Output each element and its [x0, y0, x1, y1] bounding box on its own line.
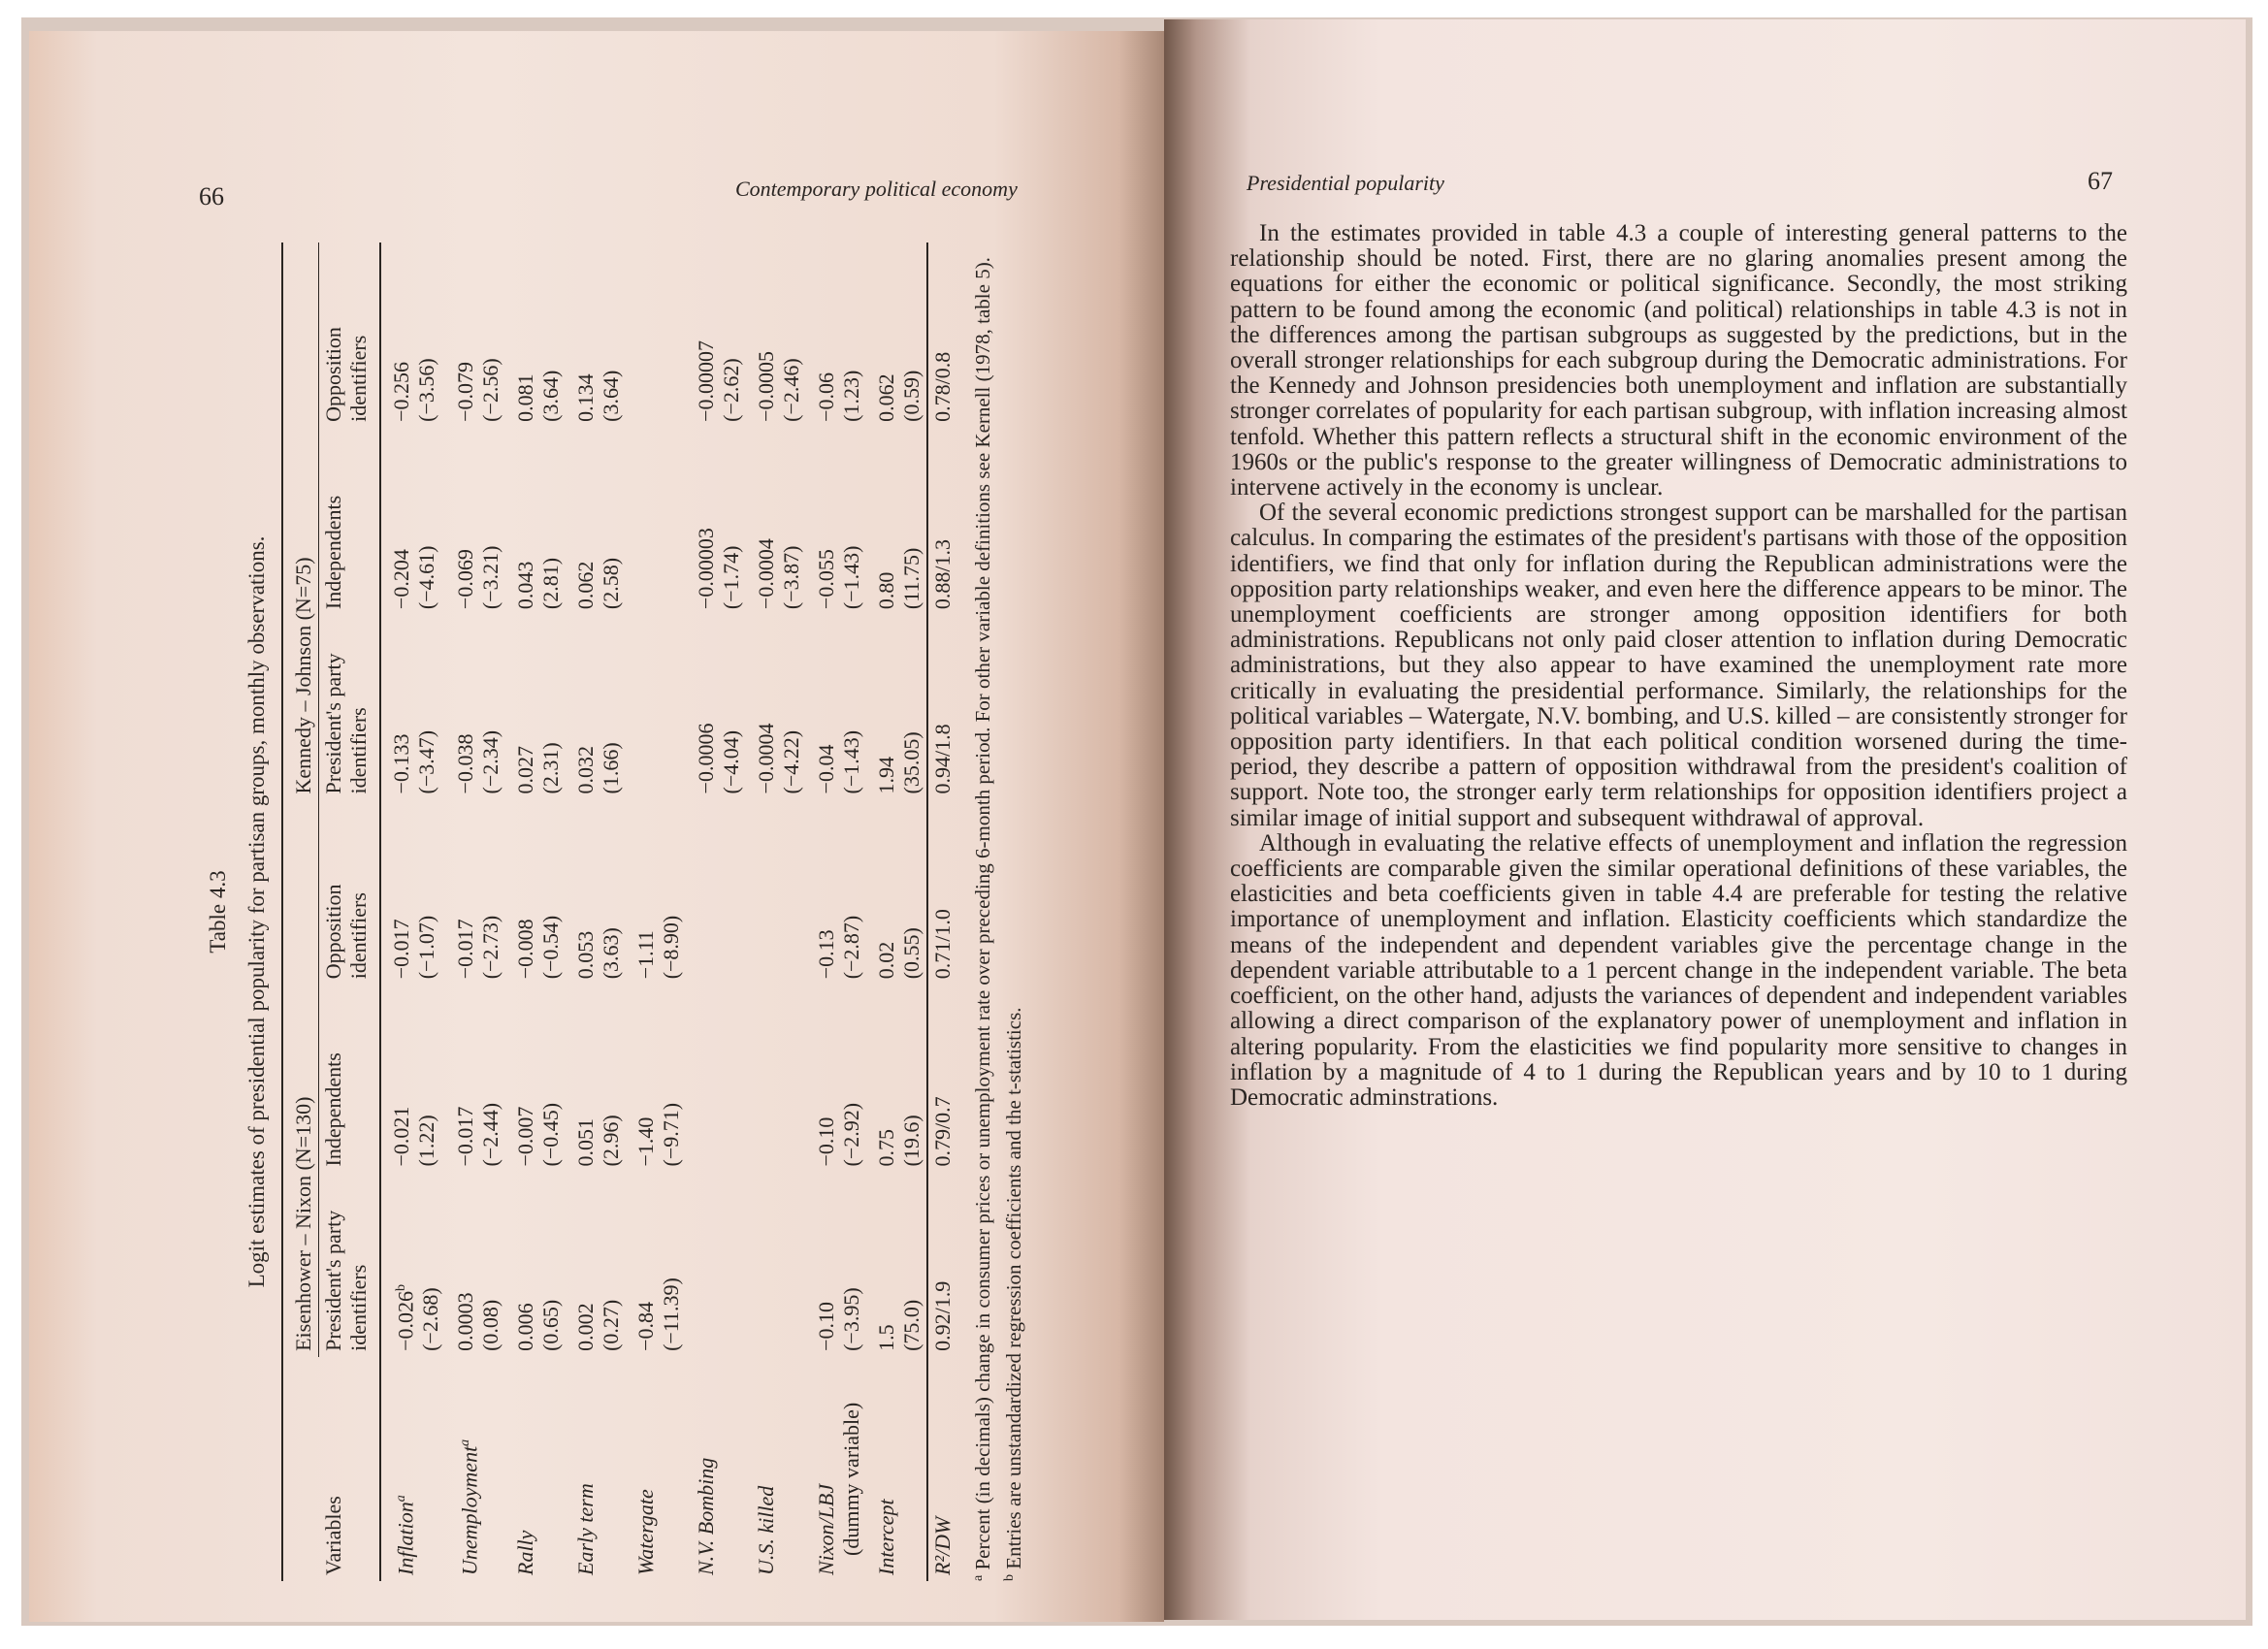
- t-statistic: (−9.71): [659, 1102, 684, 1167]
- coefficient: −0.0005: [754, 350, 779, 422]
- r2-cell: 0.71/1.0: [927, 799, 957, 985]
- coefficient: −0.007: [513, 1106, 538, 1167]
- variable-name: [866, 1357, 927, 1581]
- variable-name: [746, 1357, 806, 1581]
- coefficient-cell: [445, 985, 505, 1172]
- table-row: [746, 242, 806, 1581]
- variable-label: Intercept: [874, 1499, 899, 1575]
- coefficient: −0.017: [453, 1106, 478, 1167]
- coefficient: −0.84: [633, 1301, 659, 1351]
- col-opp-1: Opposition identifiers: [319, 799, 381, 985]
- coefficient-cell: [746, 799, 806, 985]
- coefficient-cell: [505, 1172, 566, 1356]
- coefficient-cell: [505, 242, 566, 428]
- t-statistic: (−2.46): [779, 358, 804, 422]
- t-statistic: (−0.54): [538, 915, 564, 980]
- coefficient: −0.06: [814, 372, 839, 422]
- coefficient-cell: [626, 799, 686, 985]
- t-statistic: (2.81): [538, 557, 564, 610]
- note-a-text: Percent (in decimals) change in consumer prices or unemployment rate over preceding 6-month period. For other variable definitions see Kernell (1978, table 5).: [971, 257, 995, 1570]
- coefficient: −0.204: [389, 549, 413, 610]
- header-spacer: [282, 1357, 319, 1581]
- table-row: [380, 242, 445, 1581]
- coefficient: 0.80: [874, 571, 899, 610]
- footnote-marker: b: [394, 1283, 408, 1291]
- r2-cell: 0.88/1.3: [927, 428, 957, 615]
- r2-cell: 0.94/1.8: [927, 615, 957, 799]
- coefficient-cell: [686, 615, 746, 799]
- t-statistic: (2.31): [538, 742, 564, 794]
- coefficient-cell: [566, 985, 626, 1172]
- coefficient: 0.053: [573, 930, 599, 980]
- table-row: [505, 242, 566, 1581]
- coefficient: −1.40: [633, 1116, 659, 1167]
- coefficient-cell: [380, 985, 445, 1172]
- table-row-r2: [927, 242, 957, 1581]
- coefficient: 0.006: [513, 1303, 538, 1351]
- coefficient: −0.13: [814, 929, 839, 980]
- variable-name: [626, 1357, 686, 1581]
- coefficient-cell: [505, 799, 566, 985]
- coefficient-cell: [866, 985, 927, 1172]
- coefficient-cell: [746, 242, 806, 428]
- paragraph: Although in evaluating the relative effects of unemployment and inflation the regression coefficients are comparable given the similar operational definitions of these variables, the elasticities and beta coefficients given in table 4.4 are preferable for testing the relative importance of unemployment and inflation. Elasticity coefficients which standardize the means of the independent and dependent variables give the percentage change in the dependent variable attributable to a 1 percent change in the independent variable. The beta coefficient, on the other hand, adjusts the variances of dependent and independent variables allowing a direct comparison of the explanatory power of unemployment and inflation in altering popularity. From the elasticities we find popularity more sensitive to changes in inflation by a magnitude of 4 to 1 during the Republican years and by 10 to 1 during Democratic adminstrations.: [1230, 829, 2127, 1111]
- coefficient-cell: [806, 615, 866, 799]
- coefficient: −1.11: [633, 930, 659, 980]
- col-variables: Variables: [319, 1357, 381, 1581]
- coefficient-cell: [866, 242, 927, 428]
- variable-label: N.V. Bombing: [694, 1457, 719, 1575]
- coefficient: 0.051: [573, 1117, 599, 1167]
- table-body: [380, 242, 927, 1581]
- coefficient-cell: [626, 985, 686, 1172]
- t-statistic: (0.55): [899, 927, 924, 980]
- t-statistic: (75.0): [899, 1299, 924, 1351]
- col-opp-2: Opposition identifiers: [319, 242, 381, 428]
- coefficient: −0.0004: [754, 723, 779, 794]
- coefficient-cell: [505, 985, 566, 1172]
- coefficient-cell: [445, 615, 505, 799]
- coefficient: 0.0003: [453, 1292, 478, 1351]
- variable-label: Inflation: [393, 1502, 418, 1575]
- col-ind-1: Independents: [319, 985, 381, 1172]
- coefficient-cell: [806, 985, 866, 1172]
- coefficient-cell: [566, 615, 626, 799]
- running-head-left: Contemporary political economy: [735, 177, 1018, 201]
- r2-label: R²/DW: [927, 1357, 957, 1581]
- coefficient: −0.055: [814, 549, 839, 610]
- coefficient-cell: [746, 615, 806, 799]
- group-kennedy-johnson: Kennedy – Johnson (N=75): [282, 242, 319, 799]
- coefficient-cell: [866, 615, 927, 799]
- running-head-right: Presidential popularity: [1247, 171, 1444, 195]
- t-statistic: (−4.22): [779, 729, 804, 794]
- t-statistic: (−8.90): [659, 915, 684, 980]
- t-statistic: (−2.73): [478, 915, 503, 980]
- coefficient: −0.069: [453, 549, 478, 610]
- coefficient-cell: [866, 799, 927, 985]
- variable-label: Nixon/LBJ: [814, 1483, 839, 1575]
- col-pres-2: President's party identifiers: [319, 615, 381, 799]
- coefficient: 0.027: [513, 745, 538, 794]
- col-ind-2: Independents: [319, 428, 381, 615]
- coefficient-cell: [806, 1172, 866, 1356]
- footnote-marker: a: [394, 1495, 408, 1503]
- variable-name: [686, 1357, 746, 1581]
- coefficient-cell: [380, 1172, 445, 1356]
- coefficient-cell: [806, 799, 866, 985]
- coefficient-cell: [566, 242, 626, 428]
- coefficient-cell: [746, 985, 806, 1172]
- coefficient-cell: [686, 428, 746, 615]
- t-statistic: (1.23): [839, 370, 864, 422]
- r2-cell: 0.79/0.7: [927, 985, 957, 1172]
- table-row: [686, 242, 746, 1581]
- t-statistic: (−2.34): [478, 729, 503, 794]
- coefficient-cell: [626, 242, 686, 428]
- t-statistic: (0.59): [899, 370, 924, 422]
- variable-name: [566, 1357, 626, 1581]
- col-pres-1: President's party identifiers: [319, 1172, 381, 1356]
- coefficient: 0.002: [573, 1303, 599, 1351]
- t-statistic: (−1.43): [839, 545, 864, 610]
- coefficient-cell: [626, 428, 686, 615]
- variable-label: U.S. killed: [754, 1485, 779, 1575]
- coefficient-cell: [866, 1172, 927, 1356]
- t-statistic: (−11.39): [659, 1277, 684, 1351]
- coefficient: 0.062: [573, 561, 599, 610]
- coefficient: 0.134: [573, 373, 599, 422]
- variable-name: [445, 1357, 505, 1581]
- t-statistic: (−2.87): [839, 915, 864, 980]
- coefficient: 0.062: [874, 373, 899, 422]
- t-statistic: (−4.61): [414, 545, 438, 610]
- group-eisenhower-nixon: Eisenhower – Nixon (N=130): [282, 799, 319, 1356]
- table-row: [866, 242, 927, 1581]
- coefficient-cell: [806, 428, 866, 615]
- table-row: [626, 242, 686, 1581]
- t-statistic: (3.64): [599, 370, 624, 422]
- variable-sublabel: (dummy variable): [839, 1402, 864, 1556]
- coefficient-cell: [866, 428, 927, 615]
- variable-name: [806, 1357, 866, 1581]
- coefficient: −0.017: [389, 919, 413, 980]
- table-row: [806, 242, 866, 1581]
- table-caption: Logit estimates of presidential popularity for partisan groups, monthly observations.: [244, 535, 269, 1288]
- t-statistic: (11.75): [899, 547, 924, 610]
- coefficient: −0.133: [389, 733, 413, 794]
- coefficient-cell: [380, 242, 445, 428]
- coefficient: 1.94: [874, 756, 899, 794]
- coefficient: −0.10: [814, 1116, 839, 1167]
- coefficient-cell: [380, 615, 445, 799]
- t-statistic: (−3.56): [414, 358, 438, 422]
- t-statistic: (1.66): [599, 742, 624, 794]
- variable-label: Early term: [573, 1483, 599, 1575]
- paragraph: Of the several economic predictions strongest support can be marshalled for the partisan calculus. In comparing the estimates of the president's partisans with those of the opposition identifiers, we find that only for inflation during the Republican administrations were the opposition party relationships weaker, and even here the difference appears to be minor. The unemployment coefficients are stronger among opposition identifiers for both administrations. Republicans not only paid closer attention to inflation during Democratic administrations, but they also appear to have examined the unemployment rate more critically in evaluating the presidential performance. Similarly, the relationships for the political variables – Watergate, N.V. bombing, and U.S. killed – are consistently stronger for opposition party identifiers. In that each political condition worsened during the time-period, they describe a pattern of opposition withdrawal from the president's coalition of support. Note too, the stronger early term relationships for opposition identifiers project a similar image of initial support and subsequent withdrawal of approval.: [1230, 500, 2127, 831]
- t-statistic: (1.22): [414, 1115, 438, 1167]
- coefficient-cell: [505, 428, 566, 615]
- page-number-left: 66: [199, 182, 224, 210]
- paragraph: In the estimates provided in table 4.3 a couple of interesting general patterns to the relationship should be noted. First, there are no glaring anomalies present among the equations for either the economic or political significance. Secondly, the most striking pattern to be found among the economic (and political) relationships in table 4.3 is not in the differences among the partisan subgroups as suggested by the predictions, but in the overall stronger relationships for each subgroup during the Democratic administrations. For the Kennedy and Johnson presidencies both unemployment and inflation are substantially stronger correlates of popularity for each partisan subgroup, with inflation increasing almost tenfold. Whether this pattern reflects a structural shift in the economic environment of the 1960s or the public's response to the greater willingness of Democratic administrations to intervene actively in the economy is unclear.: [1230, 220, 2127, 501]
- coefficient: 0.032: [573, 745, 599, 794]
- coefficient: −0.256: [389, 361, 413, 422]
- t-statistic: (−3.95): [839, 1287, 864, 1351]
- note-b-text: Entries are unstandardized regression coefficients and the t-statistics.: [1002, 1007, 1026, 1569]
- coefficient: −0.00003: [694, 528, 719, 610]
- coefficient: −0.04: [814, 744, 839, 794]
- t-statistic: (−2.62): [719, 358, 744, 422]
- coefficient-cell: [626, 1172, 686, 1356]
- t-statistic: (−3.21): [478, 545, 503, 610]
- table-row: [445, 242, 505, 1581]
- coefficient-cell: [445, 242, 505, 428]
- variable-name: [505, 1357, 566, 1581]
- coefficient: −0.008: [513, 919, 538, 980]
- t-statistic: (2.96): [599, 1115, 624, 1167]
- coefficient-cell: [566, 1172, 626, 1356]
- coefficient-cell: [626, 615, 686, 799]
- coefficient: −0.079: [453, 361, 478, 422]
- t-statistic: (−1.74): [719, 545, 744, 610]
- coefficient-cell: [746, 428, 806, 615]
- t-statistic: (3.63): [599, 927, 624, 980]
- coefficient: 0.081: [513, 373, 538, 422]
- coefficient-cell: [686, 799, 746, 985]
- table-row: [566, 242, 626, 1581]
- t-statistic: (19.6): [899, 1115, 924, 1167]
- note-a: $^a$ Percent (in decimals) change in consumer prices or unemployment rate over preceding 6-month period. For other variable definitions see Kernell (1978, table 5).: [971, 257, 995, 1581]
- t-statistic: (−2.56): [478, 358, 503, 422]
- t-statistic: (−3.47): [414, 729, 438, 794]
- table-notes: [965, 242, 1027, 1581]
- coefficient: 0.75: [874, 1128, 899, 1167]
- coefficient-cell: [686, 242, 746, 428]
- t-statistic: (−0.45): [538, 1102, 564, 1167]
- coefficient-cell: [686, 985, 746, 1172]
- coefficient: −0.026: [393, 1290, 418, 1351]
- variable-label: Unemployment: [457, 1445, 482, 1575]
- coefficient-cell: [380, 428, 445, 615]
- coefficient: −0.10: [814, 1301, 839, 1351]
- coefficient: 1.5: [874, 1324, 899, 1351]
- t-statistic: (35.05): [899, 731, 924, 794]
- results-table: [281, 242, 957, 1581]
- t-statistic: (0.08): [478, 1299, 503, 1351]
- t-statistic: (−1.07): [414, 915, 438, 980]
- coefficient-cell: [806, 242, 866, 428]
- t-statistic: (−1.43): [839, 729, 864, 794]
- page-number-right: 67: [2088, 167, 2113, 195]
- note-b: $^b$ Entries are unstandardized regression coefficients and the t-statistics.: [1002, 1007, 1026, 1581]
- t-statistic: (−2.68): [418, 1287, 443, 1351]
- variable-label: Watergate: [633, 1489, 659, 1575]
- r2-cell: 0.78/0.8: [927, 242, 957, 428]
- body-text: [1230, 221, 2127, 1111]
- coefficient-cell: [686, 1172, 746, 1356]
- t-statistic: (−4.04): [719, 729, 744, 794]
- t-statistic: (−3.87): [779, 545, 804, 610]
- r2-cell: 0.92/1.9: [927, 1172, 957, 1356]
- t-statistic: (2.58): [599, 557, 624, 610]
- coefficient-cell: [380, 799, 445, 985]
- coefficient-cell: [505, 615, 566, 799]
- coefficient-cell: [566, 799, 626, 985]
- coefficient: −0.00007: [694, 340, 719, 422]
- table-label: Table 4.3: [206, 870, 230, 954]
- t-statistic: (3.64): [538, 370, 564, 422]
- coefficient: 0.043: [513, 561, 538, 610]
- coefficient: −0.0006: [694, 723, 719, 794]
- t-statistic: (−2.44): [478, 1102, 503, 1167]
- variable-label: Rally: [513, 1530, 538, 1575]
- coefficient-cell: [445, 799, 505, 985]
- coefficient: −0.038: [453, 733, 478, 794]
- table-block: [204, 242, 1077, 1581]
- coefficient-cell: [746, 1172, 806, 1356]
- variable-name: [380, 1357, 445, 1581]
- coefficient-cell: [445, 1172, 505, 1356]
- t-statistic: (0.27): [599, 1299, 624, 1351]
- t-statistic: (−2.92): [839, 1102, 864, 1167]
- coefficient: −0.0004: [754, 538, 779, 610]
- t-statistic: (0.65): [538, 1299, 564, 1351]
- coefficient-cell: [566, 428, 626, 615]
- coefficient: −0.021: [389, 1106, 413, 1167]
- coefficient: −0.017: [453, 919, 478, 980]
- footnote-marker: a: [458, 1439, 473, 1446]
- coefficient: 0.02: [874, 941, 899, 980]
- coefficient-cell: [445, 428, 505, 615]
